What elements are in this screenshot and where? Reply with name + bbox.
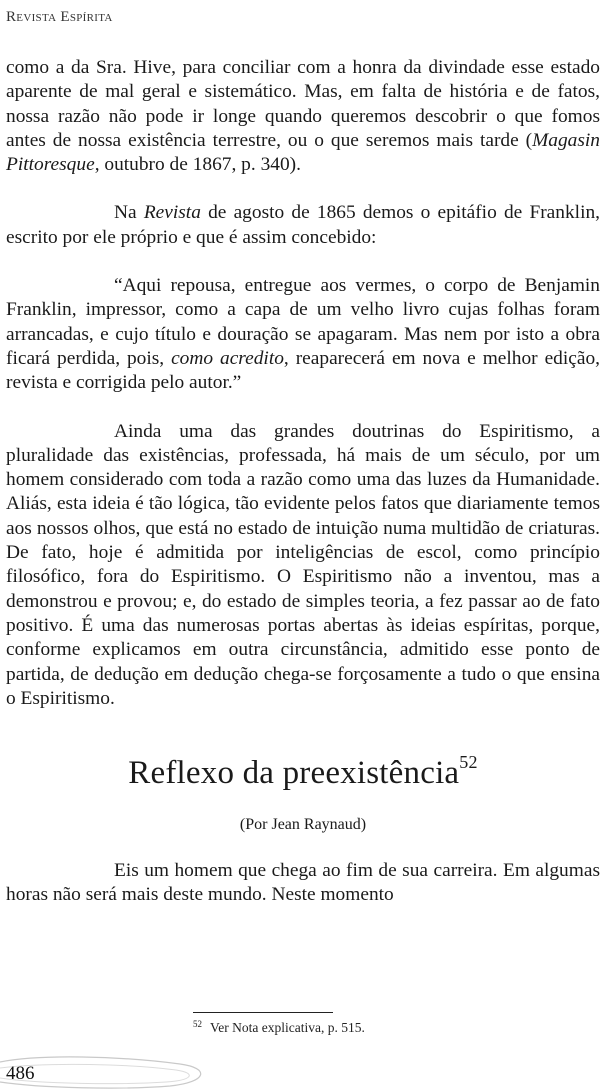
text-span: Ainda uma das grandes doutrinas do Espiritismo, a pluralidade das existências, professada, há mais de um século, por um homem considerado com toda a razão como uma das luzes da Humanidade. Aliás, esta ideia é tão lógica, tão evidente pelos fatos que diariamente temos aos nossos olhos, que está no estado de intuição numa multidão de criaturas. De fato, hoje é admitida por inteligências de escol, como princípio filosófico, fora do Espiritismo. O Espiritismo não a inventou, mas a demonstrou e provou; e, do estado de simples teoria, a fez passar ao de fato positivo. É uma das numerosas portas abertas às ideias espíritas, porque, conforme explicamos em outra circunstância, admitido esse ponto de partida, de dedução em dedução chega-se forçosamente a tudo o que ensina o Espiritismo. [6,420,600,709]
body-text [6,56,600,908]
footnote-ref[interactable]: 52 [459,752,478,773]
text-span: , reaparecerá em nova e melhor edição, revista e corrigida pelo autor.” [6,347,601,394]
text-span: Eis um homem que chega ao fim de sua carreira. Em algumas horas não será mais deste mundo. Neste momento [6,860,600,906]
footnote [193,1019,365,1036]
paragraph-2 [6,201,600,250]
paragraph-4 [6,420,600,712]
italic-text: como acredito [171,347,284,369]
paragraph-5 [6,859,600,908]
text-span: de agosto de 1865 demos o epitáfio de Franklin, escrito por ele próprio e que é assim concebido: [6,202,600,248]
italic-text: Magasin Pittoresque [6,129,600,176]
section-title-text: Reflexo da preexistência [128,755,460,792]
footnote-divider [193,1012,333,1013]
text-span: , outubro de 1867, p. 340). [94,154,301,176]
footnote-text: Ver Nota explicativa, p. 515. [210,1020,365,1035]
footnote-number: 52 [193,1019,202,1029]
section-byline: (Por Jean Raynaud) [239,816,367,834]
paragraph-3 [6,274,600,395]
text-span: Na [114,202,144,224]
paragraph-1 [6,56,600,177]
text-span: como a da Sra. Hive, para conciliar com a honra da divindade esse estado aparente de mal geral e sistemático. Mas, em falta de história e de fatos, nossa razão não pode ir longe quando queremos descobrir o que fomos antes de nossa existência terrestre, ou o que seremos mais tarde ( [6,57,600,151]
running-head: Revista Espírita [6,9,113,25]
italic-text: Revista [143,202,201,224]
section-title [6,753,600,793]
text-span: “Aqui repousa, entregue aos vermes, o corpo de Benjamin Franklin, impressor, como a capa de um velho livro cujas folhas foram arrancadas, e cujo título e douração se apagaram. Mas nem por isto a obra ficará perdida, pois, [6,275,600,369]
page-number: 486 [6,1063,35,1084]
